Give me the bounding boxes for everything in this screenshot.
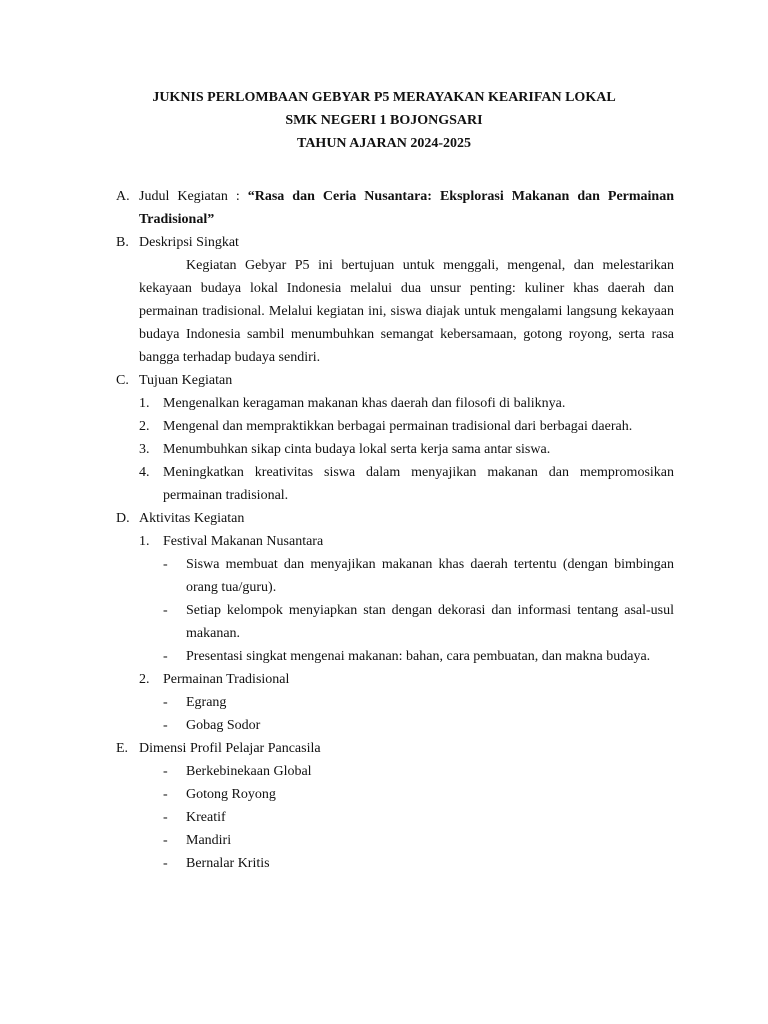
bullet-dash: - [163,603,168,618]
objective-number: 1. [139,396,150,411]
bullet-dash: - [163,856,168,871]
objective-text: Menumbuhkan sikap cinta budaya lokal serta kerja sama antar siswa. [163,442,551,457]
objective-item [139,438,674,461]
header-title: JUKNIS PERLOMBAAN GEBYAR P5 MERAYAKAN KEARIFAN LOKAL [152,90,616,105]
objective-item [139,392,674,415]
section-c-label: Tujuan Kegiatan [139,373,233,388]
section-e-marker: E. [116,741,129,756]
section-d-label: Aktivitas Kegiatan [139,511,245,526]
bullet-dash: - [163,718,168,733]
activity-bullet [163,714,674,737]
bullet-text: Presentasi singkat mengenai makanan: bahan, cara pembuatan, dan makna budaya. [186,649,651,664]
bullet-text: Egrang [186,695,227,710]
bullet-text: Bernalar Kritis [186,856,270,871]
header-academic-year: TAHUN AJARAN 2024-2025 [297,136,471,151]
profile-dimension-item [163,760,674,783]
section-d-heading [116,507,674,530]
profile-dimension-item [163,806,674,829]
activity-heading [139,668,674,691]
bullet-dash: - [163,557,168,572]
profile-dimension-item [163,829,674,852]
bullet-dash: - [163,649,168,664]
activity-label: Festival Makanan Nusantara [163,534,324,549]
activity-number: 2. [139,672,150,687]
section-a-label: Judul Kegiatan : [139,189,240,204]
document-body [116,185,674,875]
bullet-dash: - [163,810,168,825]
section-b-marker: B. [116,235,129,250]
section-d-marker: D. [116,511,130,526]
objective-item [139,461,674,507]
profile-dimension-item [163,852,674,875]
section-e-label: Dimensi Profil Pelajar Pancasila [139,741,321,756]
section-c-marker: C. [116,373,129,388]
description-paragraph: Kegiatan Gebyar P5 ini bertujuan untuk menggali, mengenal, dan melestarikan kekayaan budaya lokal Indonesia melalui dua unsur penting: kuliner khas daerah dan permainan tradisional. Melalui kegiatan ini, siswa diajak untuk mengalami langsung kekayaan budaya Indonesia sambil menumbuhkan semangat kebersamaan, gotong royong, serta rasa bangga terhadap budaya sendiri. [139,258,674,365]
section-b-heading [116,231,674,254]
section-b-label: Deskripsi Singkat [139,235,239,250]
activity-bullet [163,691,674,714]
activity-bullet [163,599,674,645]
objective-number: 3. [139,442,150,457]
bullet-text: Mandiri [186,833,232,848]
activity-heading [139,530,674,553]
activity-label: Permainan Tradisional [163,672,290,687]
activity-number: 1. [139,534,150,549]
objective-text: Mengenal dan mempraktikkan berbagai permainan tradisional dari berbagai daerah. [163,419,633,434]
section-e-heading [116,737,674,760]
bullet-text: Setiap kelompok menyiapkan stan dengan dekorasi dan informasi tentang asal-usul makanan. [186,603,674,641]
bullet-dash: - [163,787,168,802]
objective-text: Mengenalkan keragaman makanan khas daerah dan filosofi di baliknya. [163,396,566,411]
event-title: “Rasa dan Ceria Nusantara: Eksplorasi Makanan dan Permainan Tradisional” [139,189,674,227]
bullet-dash: - [163,764,168,779]
activity-bullet [163,553,674,599]
section-c-heading [116,369,674,392]
bullet-text: Kreatif [186,810,226,825]
objective-number: 2. [139,419,150,434]
bullet-text: Siswa membuat dan menyajikan makanan khas daerah tertentu (dengan bimbingan orang tua/guru). [186,557,674,595]
section-a [116,185,674,231]
objective-item [139,415,674,438]
bullet-dash: - [163,833,168,848]
bullet-dash: - [163,695,168,710]
objective-number: 4. [139,465,150,480]
document-header [0,86,768,155]
section-a-marker: A. [116,189,130,204]
bullet-text: Berkebinekaan Global [186,764,312,779]
bullet-text: Gobag Sodor [186,718,261,733]
profile-dimension-item [163,783,674,806]
header-school: SMK NEGERI 1 BOJONGSARI [285,113,483,128]
objective-text: Meningkatkan kreativitas siswa dalam menyajikan makanan dan mempromosikan permainan tradisional. [163,465,674,503]
activity-bullet [163,645,674,668]
bullet-text: Gotong Royong [186,787,276,802]
